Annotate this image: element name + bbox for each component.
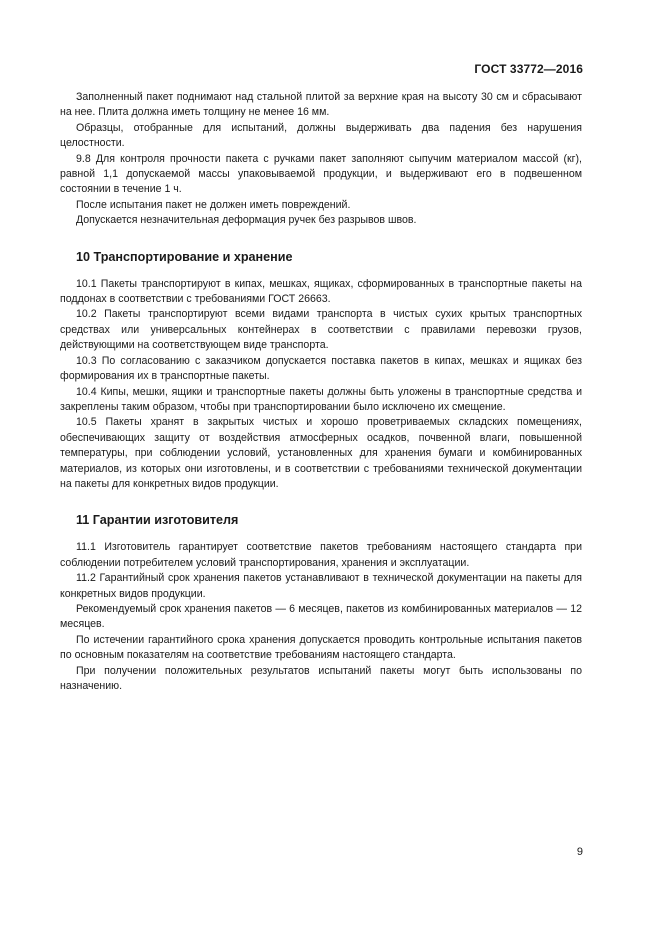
paragraph: По истечении гарантийного срока хранения допускается проводить контрольные испытания пакетов по основным показателям на соответствие требованиям настоящего стандарта.: [60, 633, 582, 662]
paragraph: 10.2 Пакеты транспортируют всеми видами транспорта в чистых сухих крытых транспортных средствах или универсальных контейнерах в соответствии с правилами перевозки грузов, действующими на соответствующем виде транспорта.: [60, 308, 582, 352]
document-body: [60, 90, 582, 694]
paragraph: Рекомендуемый срок хранения пакетов — 6 месяцев, пакетов из комбинированных материалов — 12 месяцев.: [60, 602, 582, 631]
paragraph: При получении положительных результатов испытаний пакеты могут быть использованы по назначению.: [60, 664, 582, 692]
paragraph: Заполненный пакет поднимают над стальной плитой за верхние края на высоту 30 см и сбрасывают на нее. Плита должна иметь толщину не менее 16 мм.: [60, 91, 582, 119]
paragraph: 10.1 Пакеты транспортируют в кипах, мешках, ящиках, сформированных в транспортные пакеты на поддонах в соответствии с требованиями ГОСТ 26663.: [60, 277, 582, 306]
section-10-title: 10 Транспортирование и хранение: [76, 249, 293, 264]
page-number: 9: [576, 846, 583, 858]
section-11-title: 11 Гарантии изготовителя: [76, 513, 239, 528]
paragraph: 10.3 По согласованию с заказчиком допускается поставка пакетов в кипах, мешках и ящиках без формирования их в транспортные пакеты.: [60, 354, 582, 383]
paragraph: 10.4 Кипы, мешки, ящики и транспортные пакеты должны быть уложены в транспортные средства и закреплены таким образом, чтобы при транспортировании было исключено их смещение.: [60, 385, 582, 413]
paragraph: После испытания пакет не должен иметь повреждений.: [76, 198, 351, 211]
paragraph: 9.8 Для контроля прочности пакета с ручками пакет заполняют сыпучим материалом массой (кг), равной 1,1 допускаемой массы упаковываемой продукции, и выдерживают его в подвешенном состоянии в течение 1 ч.: [60, 152, 582, 196]
paragraph: Допускается незначительная деформация ручек без разрывов швов.: [76, 214, 417, 227]
intro-block: [60, 90, 582, 229]
section-11-body: [60, 540, 582, 694]
paragraph: Образцы, отобранные для испытаний, должны выдерживать два падения без нарушения целостности.: [60, 121, 582, 150]
paragraph: 11.2 Гарантийный срок хранения пакетов устанавливают в технической документации на пакеты для конкретных видов продукции.: [60, 572, 582, 600]
paragraph: 10.5 Пакеты хранят в закрытых чистых и хорошо проветриваемых складских помещениях, обеспечивающих защиту от воздействия атмосферных осадков, почвенной влаги, повышенной температуры, при соблюдении условий, установленных для хранения бумаги и комбинированных материалов, из которых они изготовлены, и в соответствии с требованиями технической документации на пакеты для конкретных видов продукции.: [60, 416, 582, 490]
section-10-body: [60, 277, 582, 493]
paragraph: 11.1 Изготовитель гарантирует соответствие пакетов требованиям настоящего стандарта при соблюдении потребителем условий транспортирования, хранения и эксплуатации.: [60, 541, 582, 569]
standard-code-header: ГОСТ 33772—2016: [474, 62, 583, 76]
